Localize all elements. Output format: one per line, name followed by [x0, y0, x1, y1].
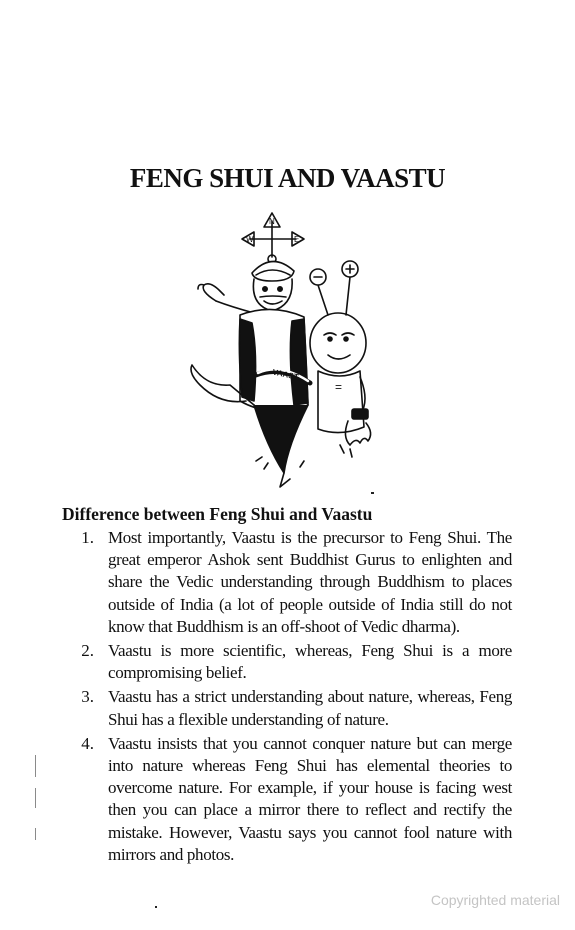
list-item-text: Most importantly, Vaastu is the precursor to Feng Shui. The great emperor Ashok sent Buddhist Gurus to enlighten and share the Vedic understanding through Buddhism to places outside of India (a lot of people outside of India still do not know that Buddhism is an off-shoot of Vedic dharma). — [108, 528, 512, 636]
belt-label: VAAST — [271, 367, 300, 382]
compass-label-w: W — [246, 235, 254, 244]
list-item-text: Vaastu insists that you cannot conquer nature but can merge into nature whereas Feng Shui has elemental theories to overcome nature. For example, if your house is facing west then you can place a mirror there to reflect and rectify the mistake. However, Vaastu says you cannot fool nature with mirrors and photos. — [108, 733, 512, 864]
chest-mark: = — [335, 380, 343, 394]
copyright-notice: Copyrighted material — [430, 892, 560, 908]
scan-margin-mark — [35, 788, 36, 808]
list-item — [62, 640, 512, 684]
difference-list — [62, 527, 512, 868]
scan-speck — [155, 906, 157, 908]
list-item — [62, 527, 512, 638]
scan-margin-mark — [35, 828, 36, 840]
list-item — [62, 686, 512, 730]
page-title: FENG SHUI AND VAASTU — [129, 163, 446, 193]
list-item-text: Vaastu is more scientific, whereas, Feng Shui is a more compromising belief. — [108, 641, 512, 683]
vaastu-cartoon-illustration — [180, 205, 380, 495]
compass-label-e: E — [294, 235, 300, 244]
list-item-number: 3. — [81, 687, 94, 707]
list-item — [62, 733, 512, 866]
scan-speck — [371, 492, 374, 494]
list-item-number: 1. — [81, 528, 94, 547]
scan-margin-mark — [35, 755, 36, 777]
section-heading: Difference between Feng Shui and Vaastu — [62, 504, 373, 524]
list-item-number: 2. — [81, 641, 94, 661]
list-item-text: Vaastu has a strict understanding about nature, whereas, Feng Shui has a flexible understanding of nature. — [108, 687, 512, 729]
compass-icon — [242, 213, 304, 263]
compass-label-n: N — [269, 217, 275, 226]
list-item-number: 4. — [81, 733, 94, 753]
